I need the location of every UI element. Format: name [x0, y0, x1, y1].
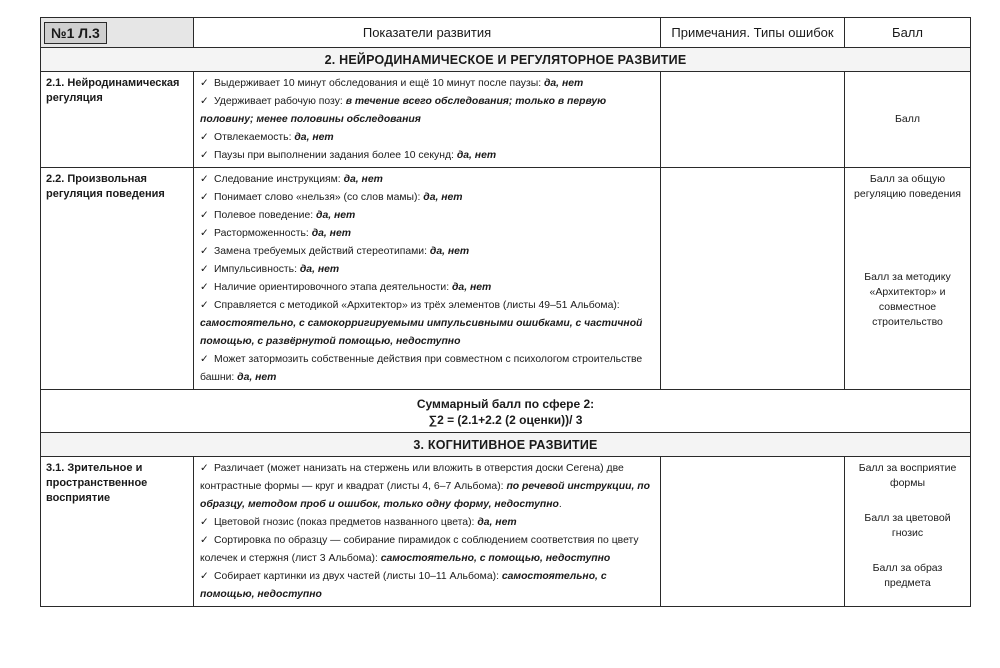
sheet-number: №1 Л.3	[44, 22, 107, 44]
list-item: ✓ Замена требуемых действий стереотипами: да, нет	[200, 243, 654, 261]
header-row	[41, 18, 971, 48]
checkmark-icon: ✓	[200, 354, 209, 365]
section-2-title: 2. НЕЙРОДИНАМИЧЕСКОЕ И РЕГУЛЯТОРНОЕ РАЗВИТИЕ	[41, 48, 971, 72]
row-3-1-label: 3.1. Зрительное и пространственное восприятие	[41, 457, 194, 607]
row-3-1-notes[interactable]	[661, 457, 845, 607]
row-2-2-notes[interactable]	[661, 168, 845, 390]
list-item: ✓ Цветовой гнозис (показ предметов названного цвета): да, нет	[200, 514, 654, 532]
summary-formula: ∑2 = (2.1+2.2 (2 оценки))/ 3	[428, 413, 583, 427]
row-2-1-score: Балл	[845, 72, 971, 168]
list-item: ✓ Полевое поведение: да, нет	[200, 207, 654, 225]
sheet-number-cell	[41, 18, 194, 48]
list-item: ✓ Импульсивность: да, нет	[200, 261, 654, 279]
row-2-2	[41, 168, 971, 390]
list-item: ✓ Понимает слово «нельзя» (со слов мамы): да, нет	[200, 189, 654, 207]
row-3-1	[41, 457, 971, 607]
summary-cell	[41, 390, 971, 433]
list-item: ✓ Расторможенность: да, нет	[200, 225, 654, 243]
row-2-1-notes[interactable]	[661, 72, 845, 168]
row-3-1-items	[194, 457, 661, 607]
list-item: ✓ Наличие ориентировочного этапа деятельности: да, нет	[200, 279, 654, 297]
list-item: ✓ Собирает картинки из двух частей (листы 10–11 Альбома): самостоятельно, с помощью, недоступно	[200, 568, 654, 604]
checkmark-icon: ✓	[200, 571, 209, 582]
assessment-sheet	[40, 17, 970, 607]
checkmark-icon: ✓	[200, 300, 209, 311]
list-item: ✓ Следование инструкциям: да, нет	[200, 171, 654, 189]
checkmark-icon: ✓	[200, 535, 209, 546]
score-color-gnosis: Балл за цветовой гнозис	[864, 512, 951, 539]
notes-header: Примечания. Типы ошибок	[661, 18, 845, 48]
list-item: ✓ Удерживает рабочую позу: в течение всего обследования; только в первую половину; менее половины обследования	[200, 93, 654, 129]
score-header: Балл	[845, 18, 971, 48]
row-2-2-label: 2.2. Произвольная регуляция поведения	[41, 168, 194, 390]
score-object-image: Балл за образ предмета	[872, 562, 943, 589]
list-item: ✓ Может затормозить собственные действия при совместном с психологом строительстве башни: да, нет	[200, 351, 654, 387]
checkmark-icon: ✓	[200, 282, 209, 293]
row-2-2-items	[194, 168, 661, 390]
indicators-header: Показатели развития	[194, 18, 661, 48]
section-3-title: 3. КОГНИТИВНОЕ РАЗВИТИЕ	[41, 433, 971, 457]
row-2-1-items	[194, 72, 661, 168]
row-2-2-score	[845, 168, 971, 390]
checkmark-icon: ✓	[200, 517, 209, 528]
checkmark-icon: ✓	[200, 228, 209, 239]
checkmark-icon: ✓	[200, 192, 209, 203]
section-2-row	[41, 48, 971, 72]
row-2-1-label: 2.1. Нейродинамическая регуляция	[41, 72, 194, 168]
list-item: ✓ Различает (может нанизать на стержень или вложить в отверстия доски Сегена) две контрастные формы — круг и квадрат (листы 4, 6–7 Альбома): по речевой инструкции, по образцу, методом проб и ошибок, только одну форму, недоступно.	[200, 460, 654, 514]
checkmark-icon: ✓	[200, 78, 209, 89]
summary-title: Суммарный балл по сфере 2:	[416, 397, 595, 411]
row-2-1	[41, 72, 971, 168]
checkmark-icon: ✓	[200, 132, 209, 143]
assessment-table	[40, 17, 971, 607]
row-3-1-score	[845, 457, 971, 607]
list-item: ✓ Сортировка по образцу — собирание пирамидок с соблюдением соответствия по цвету колечек и стержня (лист 3 Альбома): самостоятельно, с помощью, недоступно	[200, 532, 654, 568]
checkmark-icon: ✓	[200, 264, 209, 275]
checkmark-icon: ✓	[200, 150, 209, 161]
checkmark-icon: ✓	[200, 174, 209, 185]
checkmark-icon: ✓	[200, 463, 209, 474]
checkmark-icon: ✓	[200, 96, 209, 107]
list-item: ✓ Отвлекаемость: да, нет	[200, 129, 654, 147]
checkmark-icon: ✓	[200, 246, 209, 257]
summary-row	[41, 390, 971, 433]
list-item: ✓ Справляется с методикой «Архитектор» из трёх элементов (листы 49–51 Альбома): самостоятельно, с самокорригируемыми импульсивными ошибками, с частичной помощью, с развёрнутой помощью, недоступно	[200, 297, 654, 351]
list-item: ✓ Паузы при выполнении задания более 10 секунд: да, нет	[200, 147, 654, 165]
score-architect: Балл за методику «Архитектор» и совместное строительство	[864, 271, 951, 328]
section-3-row	[41, 433, 971, 457]
checkmark-icon: ✓	[200, 210, 209, 221]
score-general-regulation: Балл за общую регуляцию поведения	[854, 173, 961, 200]
list-item: ✓ Выдерживает 10 минут обследования и ещё 10 минут после паузы: да, нет	[200, 75, 654, 93]
score-form-perception: Балл за восприятие формы	[858, 462, 957, 489]
